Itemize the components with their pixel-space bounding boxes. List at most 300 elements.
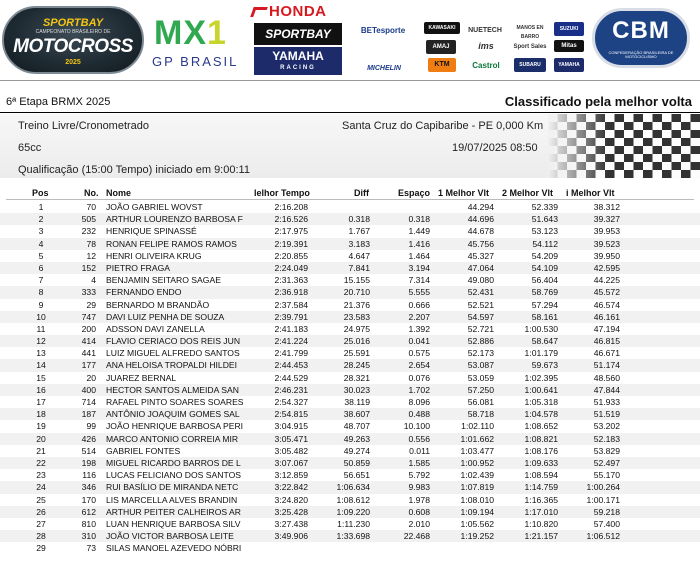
cell-pos: 2 bbox=[38, 214, 44, 225]
cell-l2: 57.294 bbox=[531, 299, 558, 310]
cell-l2: 1:08.652 bbox=[524, 421, 558, 432]
cell-gap: 10.100 bbox=[403, 421, 430, 432]
cell-gap: 22.468 bbox=[403, 531, 430, 542]
event-location: Santa Cruz do Capibaribe - PE 0,000 Km bbox=[342, 120, 544, 132]
cell-pos: 27 bbox=[36, 518, 46, 529]
cell-diff: 56.651 bbox=[343, 470, 370, 481]
cell-pos: 1 bbox=[38, 202, 44, 212]
cell-best: 3:05.482 bbox=[274, 445, 308, 456]
checkered-flag-pattern bbox=[548, 114, 700, 178]
cell-l3: 59.218 bbox=[593, 506, 620, 517]
cell-num: 333 bbox=[81, 287, 96, 298]
cell-l3: 46.815 bbox=[593, 336, 620, 347]
cell-l3: 42.595 bbox=[593, 262, 620, 273]
cell-name: PIETRO FRAGA bbox=[106, 262, 170, 273]
cell-best: 2:41.799 bbox=[274, 348, 308, 359]
cell-best: 3:12.859 bbox=[274, 470, 308, 481]
cell-l2: 59.673 bbox=[531, 360, 558, 371]
cell-diff: 38.607 bbox=[343, 409, 370, 420]
cell-name: JOÃO VICTOR BARBOSA LEITE bbox=[106, 531, 234, 542]
cell-gap: 0.076 bbox=[408, 372, 430, 383]
cell-l1: 1:07.819 bbox=[460, 482, 494, 493]
cell-pos: 3 bbox=[38, 226, 44, 237]
cell-gap: 1.978 bbox=[408, 494, 430, 505]
cell-best: 2:37.584 bbox=[274, 299, 308, 310]
cell-l3: 45.572 bbox=[593, 287, 620, 298]
cell-pos: 9 bbox=[38, 299, 44, 310]
cell-l3: 47.844 bbox=[593, 384, 620, 395]
logo-line1: SPORTBAY bbox=[42, 17, 104, 29]
table-row bbox=[0, 372, 700, 384]
mx1-digit: 1 bbox=[207, 14, 227, 52]
cell-gap: 0.666 bbox=[408, 299, 430, 310]
header-divider bbox=[0, 112, 700, 113]
cell-l3: 44.225 bbox=[593, 275, 620, 286]
cell-pos: 8 bbox=[38, 287, 44, 298]
sponsor-yamaha-small: YAMAHA bbox=[554, 58, 584, 72]
sponsor-nuetech: NUETECH bbox=[468, 27, 502, 34]
cell-diff: 28.321 bbox=[343, 372, 370, 383]
cell-name: ANTÔNIO JOAQUIM GOMES SAL bbox=[106, 409, 240, 420]
cell-num: 414 bbox=[81, 336, 96, 347]
cell-l1: 52.886 bbox=[467, 336, 494, 347]
banner-divider bbox=[0, 80, 700, 81]
table-row bbox=[0, 274, 700, 286]
cell-l2: 54.112 bbox=[532, 238, 558, 249]
cell-num: 714 bbox=[81, 397, 96, 407]
cell-l1: 1:01.662 bbox=[460, 433, 494, 444]
cell-pos: 14 bbox=[36, 360, 46, 371]
cell-l3: 53.829 bbox=[593, 445, 620, 456]
cell-l3: 39.327 bbox=[593, 214, 620, 225]
cell-name: RAFAEL PINTO SOARES SOARES bbox=[106, 397, 244, 407]
category: 65cc bbox=[18, 142, 42, 154]
cell-diff: 20.710 bbox=[343, 287, 370, 298]
cell-l2: 53.123 bbox=[531, 226, 558, 237]
sponsor-kawasaki: KAWASAKI bbox=[424, 22, 460, 34]
cell-l2: 1:00.530 bbox=[524, 323, 558, 334]
cell-l1: 1:02.110 bbox=[461, 421, 494, 432]
table-row bbox=[0, 225, 700, 237]
cell-name: FLAVIO CERIACO DOS REIS JUN bbox=[106, 336, 241, 347]
cell-l1: 1:00.952 bbox=[460, 457, 494, 468]
cell-name: GABRIEL FONTES bbox=[106, 445, 181, 456]
cell-num: 12 bbox=[86, 250, 96, 261]
cbm-sub: CONFEDERAÇÃO BRASILEIRA DE MOTOCICLISMO bbox=[608, 50, 674, 59]
table-row bbox=[0, 384, 700, 396]
table-row bbox=[0, 506, 700, 518]
logo-line2: CAMPEONATO BRASILEIRO DE bbox=[35, 29, 111, 35]
cell-diff: 7.841 bbox=[348, 262, 370, 273]
cell-l3: 48.560 bbox=[593, 372, 620, 383]
sponsor-subaru: SUBARU bbox=[514, 58, 546, 72]
cell-l2: 1:08.821 bbox=[524, 433, 558, 444]
cell-name: SILAS MANOEL AZEVEDO NÓBRI bbox=[106, 543, 242, 554]
table-row bbox=[0, 518, 700, 530]
cell-diff: 25.016 bbox=[343, 336, 370, 347]
cell-l2: 1:14.759 bbox=[524, 482, 558, 493]
cell-l1: 44.696 bbox=[467, 214, 494, 225]
sponsor-manos: MANOS EN BARRO bbox=[516, 25, 544, 40]
cell-diff: 49.263 bbox=[343, 433, 370, 444]
mx1-small: GP BRASIL bbox=[152, 54, 239, 69]
cell-l3: 46.671 bbox=[593, 348, 620, 359]
cell-diff: 1:08.612 bbox=[336, 494, 370, 505]
cell-l2: 54.209 bbox=[531, 250, 558, 261]
cell-l2: 58.769 bbox=[531, 287, 558, 298]
cell-gap: 2.207 bbox=[408, 311, 430, 322]
cell-num: 177 bbox=[81, 360, 96, 371]
cell-l1: 52.521 bbox=[467, 299, 494, 310]
cell-diff: 1:33.698 bbox=[336, 531, 370, 542]
cell-best: 3:22.842 bbox=[274, 482, 308, 493]
cell-gap: 0.488 bbox=[408, 409, 430, 420]
cell-l2: 58.161 bbox=[531, 311, 558, 322]
cell-pos: 20 bbox=[36, 433, 46, 444]
table-row bbox=[0, 323, 700, 335]
cell-name: JOÃO HENRIQUE BARBOSA PERI bbox=[106, 421, 244, 432]
cell-num: 400 bbox=[81, 384, 96, 395]
cell-best: 2:39.791 bbox=[274, 311, 308, 322]
sponsor-sportsales: Sport Sales bbox=[513, 44, 547, 50]
cell-l3: 1:06.512 bbox=[586, 531, 620, 542]
cell-gap: 7.314 bbox=[408, 275, 430, 286]
cell-l1: 45.756 bbox=[467, 238, 494, 249]
cell-name: ARTHUR PEITER CALHEIROS AR bbox=[106, 506, 241, 517]
cell-gap: 1.464 bbox=[408, 250, 430, 261]
cell-name: ARTHUR LOURENZO BARBOSA F bbox=[106, 214, 243, 225]
cell-pos: 4 bbox=[38, 238, 44, 249]
cell-num: 20 bbox=[86, 372, 96, 383]
table-row bbox=[0, 420, 700, 432]
cell-best: 2:16.526 bbox=[274, 214, 308, 225]
cell-name: BERNARDO M BRANDÃO bbox=[106, 299, 210, 310]
cell-best: 2:54.327 bbox=[274, 397, 308, 407]
col-lap3: i Melhor Vlt bbox=[566, 188, 615, 198]
cell-best: 3:24.820 bbox=[274, 494, 308, 505]
cell-diff: 30.023 bbox=[343, 384, 370, 395]
cell-num: 116 bbox=[82, 470, 96, 481]
col-diff: Diff bbox=[354, 188, 369, 198]
table-row bbox=[0, 469, 700, 481]
cell-num: 198 bbox=[81, 457, 96, 468]
cell-name: JUAREZ BERNAL bbox=[106, 372, 177, 383]
table-row bbox=[0, 445, 700, 457]
cell-l2: 54.109 bbox=[531, 262, 558, 273]
cell-diff: 1:09.220 bbox=[336, 506, 370, 517]
cell-pos: 22 bbox=[36, 457, 46, 468]
cell-l3: 55.170 bbox=[593, 470, 620, 481]
cell-best: 3:07.067 bbox=[274, 457, 308, 468]
sponsor-michelin: MICHELIN bbox=[367, 65, 401, 72]
cell-l1: 52.173 bbox=[467, 348, 494, 359]
table-row bbox=[0, 262, 700, 274]
cell-l1: 44.294 bbox=[467, 202, 494, 212]
table-row bbox=[0, 542, 700, 554]
cbm-text: CBM bbox=[612, 17, 670, 44]
cell-gap: 1.416 bbox=[408, 238, 430, 249]
cell-num: 346 bbox=[81, 482, 96, 493]
col-lap1: 1 Melhor Vlt bbox=[438, 188, 490, 198]
cell-name: BENJAMIN SEITARO SAGAE bbox=[106, 275, 221, 286]
cell-num: 612 bbox=[81, 506, 96, 517]
cell-l2: 1:00.641 bbox=[524, 384, 558, 395]
cell-pos: 11 bbox=[36, 323, 46, 334]
cell-gap: 0.608 bbox=[408, 506, 430, 517]
cell-diff: 3.183 bbox=[348, 238, 370, 249]
cell-best: 3:27.438 bbox=[274, 518, 308, 529]
cell-best: 2:20.855 bbox=[274, 250, 308, 261]
sportbay-logo: SPORTBAY bbox=[254, 23, 342, 45]
cell-pos: 17 bbox=[36, 397, 46, 407]
cell-l1: 53.059 bbox=[467, 372, 494, 383]
cell-best: 3:25.428 bbox=[274, 506, 308, 517]
cell-diff: 25.591 bbox=[343, 348, 370, 359]
logo-line3: MOTOCROSS bbox=[13, 36, 133, 57]
cell-l2: 51.643 bbox=[531, 214, 558, 225]
cell-diff: 49.274 bbox=[343, 445, 370, 456]
cell-pos: 6 bbox=[38, 262, 44, 273]
cell-gap: 0.556 bbox=[408, 433, 430, 444]
cell-best: 2:54.815 bbox=[274, 409, 308, 420]
cell-gap: 0.011 bbox=[409, 445, 430, 456]
cell-l2: 1:10.820 bbox=[524, 518, 558, 529]
cell-l3: 51.174 bbox=[593, 360, 620, 371]
cell-l2: 1:09.633 bbox=[524, 457, 558, 468]
cell-diff: 15.155 bbox=[343, 275, 370, 286]
cell-diff: 1:11.230 bbox=[337, 518, 370, 529]
cell-gap: 0.575 bbox=[408, 348, 430, 359]
mx1-gp-brasil-logo bbox=[150, 14, 246, 70]
cell-best: 2:17.975 bbox=[274, 226, 308, 237]
cell-diff: 1.767 bbox=[348, 226, 370, 237]
cell-num: 232 bbox=[81, 226, 96, 237]
cell-name: FERNANDO ENDO bbox=[106, 287, 182, 298]
cell-l2: 1:04.578 bbox=[524, 409, 558, 420]
cell-diff: 21.376 bbox=[343, 299, 370, 310]
cell-gap: 1.449 bbox=[408, 226, 430, 237]
col-name: Nome bbox=[106, 188, 132, 198]
cell-num: 70 bbox=[86, 202, 96, 212]
sponsor-betesporte: BETesporte bbox=[360, 26, 406, 35]
yamaha-sub: RACING bbox=[280, 65, 316, 71]
table-header-divider bbox=[6, 199, 694, 200]
cell-num: 426 bbox=[81, 433, 96, 444]
cell-l2: 58.647 bbox=[531, 336, 558, 347]
cell-name: DAVI LUIZ PENHA DE SOUZA bbox=[106, 311, 225, 322]
table-row bbox=[0, 201, 700, 213]
table-row bbox=[0, 433, 700, 445]
cell-l1: 52.721 bbox=[467, 323, 494, 334]
cell-best: 2:41.183 bbox=[274, 323, 308, 334]
cell-best: 2:44.453 bbox=[274, 360, 308, 371]
cell-pos: 13 bbox=[36, 348, 46, 359]
cell-num: 99 bbox=[86, 421, 96, 432]
cell-diff: 23.583 bbox=[343, 311, 370, 322]
sponsor-suzuki: SUZUKI bbox=[554, 22, 584, 36]
cell-pos: 12 bbox=[36, 336, 46, 347]
cell-l3: 46.161 bbox=[593, 311, 620, 322]
cell-num: 78 bbox=[86, 238, 96, 249]
sponsor-ktm: KTM bbox=[428, 58, 456, 72]
cell-l3: 53.202 bbox=[593, 421, 620, 432]
logo-line4: 2025 bbox=[65, 59, 81, 66]
cell-l1: 49.080 bbox=[467, 275, 494, 286]
cell-l1: 53.087 bbox=[467, 360, 494, 371]
cell-pos: 7 bbox=[38, 275, 44, 286]
cell-l1: 47.064 bbox=[467, 262, 494, 273]
cell-name: HENRI OLIVEIRA KRUG bbox=[106, 250, 202, 261]
cell-l3: 46.574 bbox=[593, 299, 620, 310]
cell-name: RUI BASÍLIO DE MIRANDA NETC bbox=[106, 482, 239, 493]
cell-diff: 1:06.634 bbox=[336, 482, 370, 493]
cell-pos: 21 bbox=[36, 445, 46, 456]
cell-num: 505 bbox=[81, 214, 96, 225]
cell-name: JOÃO GABRIEL WOVST bbox=[106, 202, 203, 212]
cell-num: 441 bbox=[81, 348, 96, 359]
cell-l3: 51.519 bbox=[593, 409, 620, 420]
cell-pos: 26 bbox=[36, 506, 46, 517]
table-row bbox=[0, 286, 700, 298]
cell-l3: 52.183 bbox=[593, 433, 620, 444]
results-table-body bbox=[0, 201, 700, 554]
table-row bbox=[0, 299, 700, 311]
cell-best: 3:05.471 bbox=[274, 433, 308, 444]
cell-l3: 52.497 bbox=[593, 457, 620, 468]
cell-l3: 47.194 bbox=[593, 323, 620, 334]
cell-pos: 23 bbox=[36, 470, 46, 481]
sponsor-castrol: Castrol bbox=[472, 61, 500, 70]
cell-pos: 28 bbox=[36, 531, 46, 542]
sponsor-ims: ims bbox=[478, 41, 494, 51]
cell-num: 810 bbox=[81, 518, 96, 529]
cell-l2: 1:08.176 bbox=[524, 445, 558, 456]
table-row bbox=[0, 396, 700, 408]
table-row bbox=[0, 408, 700, 420]
cell-l2: 1:17.010 bbox=[524, 506, 558, 517]
table-row bbox=[0, 359, 700, 371]
cell-num: 187 bbox=[81, 409, 96, 420]
cell-pos: 15 bbox=[36, 372, 46, 383]
cell-gap: 2.010 bbox=[408, 518, 430, 529]
yamaha-logo bbox=[254, 47, 342, 75]
cell-num: 747 bbox=[81, 311, 96, 322]
cell-gap: 2.654 bbox=[408, 360, 430, 371]
cell-name: HECTOR SANTOS ALMEIDA SAN bbox=[106, 384, 239, 395]
sponsor-amaj: AMAJ bbox=[426, 40, 456, 54]
cell-name: LUIZ MIGUEL ALFREDO SANTOS bbox=[106, 348, 240, 359]
yamaha-text: YAMAHA bbox=[272, 49, 324, 63]
cell-pos: 5 bbox=[38, 250, 44, 261]
honda-logo bbox=[252, 3, 344, 21]
cell-pos: 29 bbox=[36, 543, 46, 554]
cell-l2: 1:08.594 bbox=[524, 470, 558, 481]
cell-name: LIS MARCELLA ALVES BRANDIN bbox=[106, 494, 238, 505]
cell-num: 152 bbox=[81, 262, 96, 273]
cell-l3: 1:00.171 bbox=[586, 494, 620, 505]
brmx-logo bbox=[2, 6, 144, 74]
col-num: No. bbox=[84, 188, 99, 198]
cell-l1: 56.081 bbox=[467, 397, 494, 407]
table-row bbox=[0, 481, 700, 493]
cell-gap: 3.194 bbox=[408, 262, 430, 273]
table-row bbox=[0, 335, 700, 347]
cell-pos: 10 bbox=[36, 311, 46, 322]
cell-gap: 8.096 bbox=[408, 397, 430, 407]
cell-gap: 9.983 bbox=[408, 482, 430, 493]
table-row bbox=[0, 530, 700, 542]
cell-diff: 24.975 bbox=[343, 323, 370, 334]
event-datetime: 19/07/2025 08:50 bbox=[452, 142, 538, 154]
cell-l2: 1:01.179 bbox=[524, 348, 558, 359]
cell-gap: 1.702 bbox=[408, 384, 430, 395]
cell-gap: 0.041 bbox=[408, 336, 430, 347]
cell-name: ANA HELOISA TROPALDI HILDEI bbox=[106, 360, 238, 371]
cell-l2: 52.339 bbox=[531, 202, 558, 212]
cell-diff: 28.245 bbox=[343, 360, 370, 371]
cell-l3: 38.312 bbox=[593, 202, 620, 212]
cell-best: 2:31.363 bbox=[274, 275, 308, 286]
col-gap: Espaço bbox=[398, 188, 431, 198]
col-best-time: lelhor Tempo bbox=[254, 188, 310, 198]
table-row bbox=[0, 238, 700, 250]
cell-l1: 57.250 bbox=[467, 384, 494, 395]
cell-l2: 1:21.157 bbox=[524, 531, 558, 542]
cell-name: LUCAS FELICIANO DOS SANTOS bbox=[106, 470, 241, 481]
cell-l3: 39.523 bbox=[593, 238, 620, 249]
cell-name: MIGUEL RICARDO BARROS DE L bbox=[106, 457, 241, 468]
cell-best: 2:44.529 bbox=[274, 372, 308, 383]
cell-l3: 1:00.264 bbox=[586, 482, 620, 493]
cell-l1: 45.327 bbox=[467, 250, 494, 261]
table-row bbox=[0, 347, 700, 359]
cell-num: 4 bbox=[91, 275, 96, 286]
table-row bbox=[0, 250, 700, 262]
col-pos: Pos bbox=[32, 188, 49, 198]
mx1-big: MX bbox=[154, 14, 207, 52]
cell-best: 3:04.915 bbox=[274, 421, 308, 432]
cell-pos: 16 bbox=[36, 384, 46, 395]
report-title: Classificado pela melhor volta bbox=[504, 94, 692, 109]
cell-l2: 56.404 bbox=[531, 275, 558, 286]
cell-diff: 50.859 bbox=[343, 457, 370, 468]
cbm-logo bbox=[592, 8, 690, 68]
cell-best: 2:41.224 bbox=[274, 336, 308, 347]
stage-title: 6ª Etapa BRMX 2025 bbox=[6, 96, 111, 108]
cell-diff: 4.647 bbox=[348, 250, 370, 261]
cell-l3: 57.400 bbox=[593, 518, 620, 529]
qualifying-info: Qualificação (15:00 Tempo) iniciado em 9:00:11 bbox=[18, 164, 250, 176]
sponsor-banner bbox=[0, 0, 700, 80]
table-row bbox=[0, 457, 700, 469]
cell-l1: 1:03.477 bbox=[460, 445, 494, 456]
cell-num: 170 bbox=[81, 494, 96, 505]
cell-name: RONAN FELIPE RAMOS RAMOS bbox=[106, 238, 237, 249]
table-row bbox=[0, 213, 700, 225]
cell-name: HENRIQUE SPINASSÉ bbox=[106, 226, 197, 237]
sponsor-mitas: Mitas bbox=[554, 40, 584, 52]
cell-l3: 39.950 bbox=[593, 250, 620, 261]
cell-pos: 19 bbox=[36, 421, 46, 432]
cell-l2: 1:16.365 bbox=[524, 494, 558, 505]
cell-l1: 58.718 bbox=[467, 409, 494, 420]
cell-num: 310 bbox=[81, 531, 96, 542]
session-type: Treino Livre/Cronometrado bbox=[18, 120, 150, 132]
cell-best: 3:49.906 bbox=[274, 531, 308, 542]
cell-num: 514 bbox=[81, 445, 96, 456]
cell-gap: 5.555 bbox=[408, 287, 430, 298]
cell-best: 2:19.391 bbox=[274, 238, 308, 249]
